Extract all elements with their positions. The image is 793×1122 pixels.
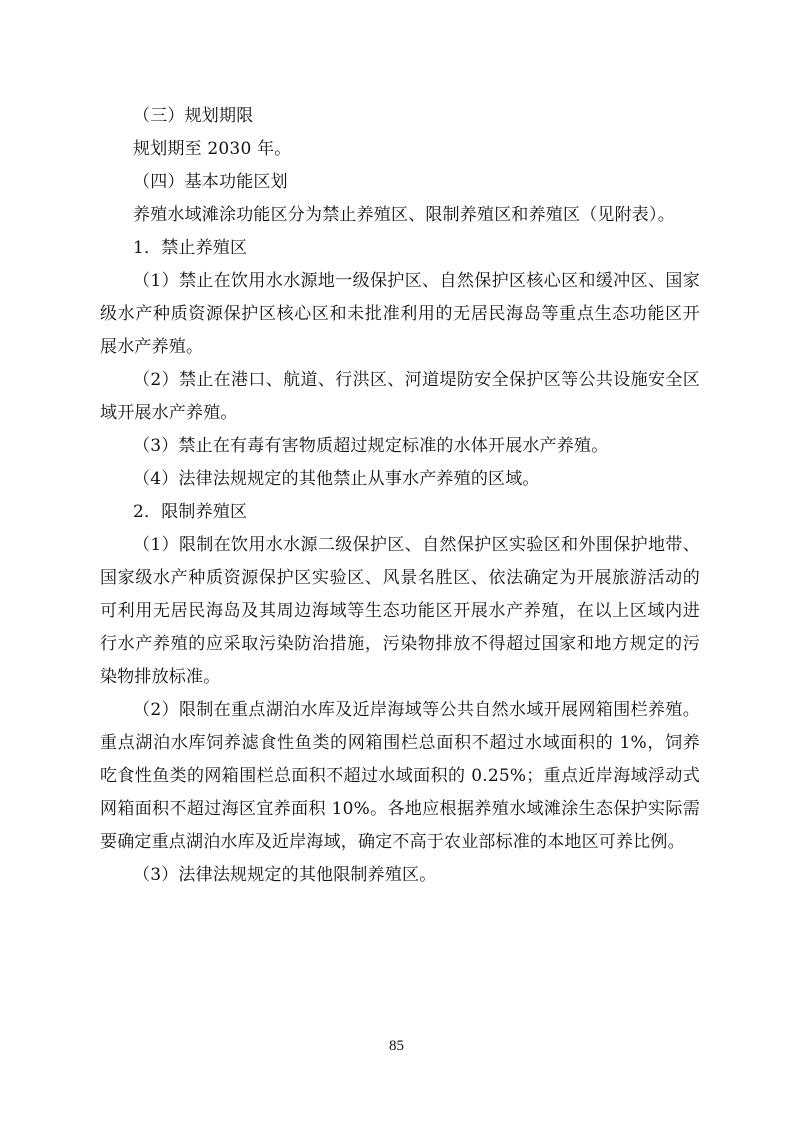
paragraph-restricted-2: （2）限制在重点湖泊水库及近岸海域等公共自然水域开展网箱围栏养殖。重点湖泊水库饲养滤食性鱼类的网箱围栏总面积不超过水域面积的 1%，饲养吃食性鱼类的网箱围栏总面积不超过水域面积的 0.25%；重点近岸海域浮动式网箱面积不超过海区宜养面积 10%。各地应根据养殖水域滩涂生态保护实际需要确定重点湖泊水库及近岸海域，确定不高于农业部标准的本地区可养比例。 bbox=[100, 700, 700, 852]
paragraph-prohibited-3: （3）禁止在有毒有害物质超过规定标准的水体开展水产养殖。 bbox=[133, 436, 609, 456]
paragraph-zoning-intro: 养殖水域滩涂功能区分为禁止养殖区、限制养殖区和养殖区（见附表）。 bbox=[133, 205, 675, 225]
document-body bbox=[100, 100, 700, 892]
subheading-restricted-zone: 2．限制养殖区 bbox=[133, 502, 248, 522]
paragraph-prohibited-1: （1）禁止在饮用水水源地一级保护区、自然保护区核心区和缓冲区、国家级水产种质资源保护区核心区和未批准利用的无居民海岛等重点生态功能区开展水产养殖。 bbox=[100, 271, 700, 357]
section-heading-functional-zoning: （四）基本功能区划 bbox=[133, 172, 288, 192]
paragraph-restricted-1: （1）限制在饮用水水源二级保护区、自然保护区实验区和外围保护地带、国家级水产种质资源保护区实验区、风景名胜区、依法确定为开展旅游活动的可利用无居民海岛及其周边海域等生态功能区开展水产养殖，在以上区域内进行水产养殖的应采取污染防治措施，污染物排放不得超过国家和地方规定的污染物排放标准。 bbox=[100, 535, 700, 687]
subheading-prohibited-zone: 1．禁止养殖区 bbox=[133, 238, 248, 258]
paragraph-prohibited-4: （4）法律法规规定的其他禁止从事水产养殖的区域。 bbox=[133, 469, 540, 489]
paragraph-planning-period: 规划期至 2030 年。 bbox=[133, 139, 292, 159]
paragraph-prohibited-2: （2）禁止在港口、航道、行洪区、河道堤防安全保护区等公共设施安全区域开展水产养殖。 bbox=[100, 370, 700, 423]
section-heading-planning-period: （三）规划期限 bbox=[133, 106, 254, 126]
paragraph-restricted-3: （3）法律法规规定的其他限制养殖区。 bbox=[133, 865, 437, 885]
page-number: 85 bbox=[389, 1038, 404, 1054]
